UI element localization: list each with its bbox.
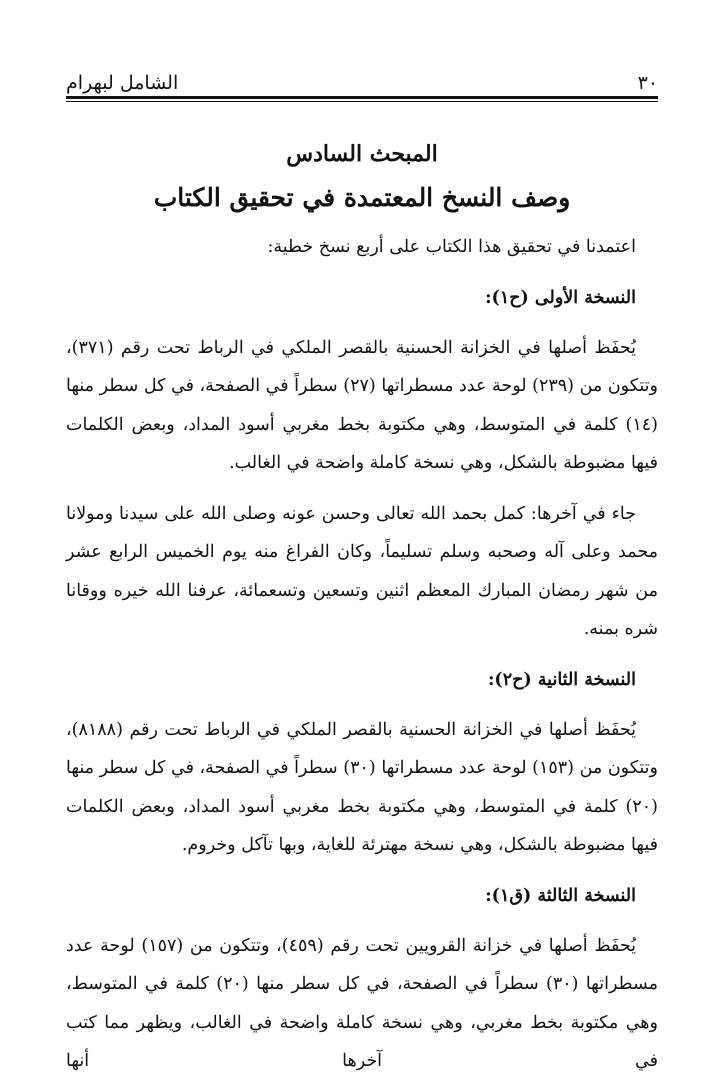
chapter-heading <box>66 132 658 220</box>
manuscript-heading: النسخة الثانية (ح٢): <box>487 669 636 690</box>
intro-paragraph: اعتمدنا في تحقيق هذا الكتاب على أربع نسخ خطية: <box>267 237 636 257</box>
manuscript-paragraph: يُحفَظ أصلها في الخزانة الحسنية بالقصر الملكي في الرباط تحت رقم (٣٧١)، وتتكون من (٢٣٩) لوحة عدد مسطراتها (٢٧) سطراً في الصفحة، في كل سطر منها (١٤) كلمة في المتوسط، وهي مكتوبة بخط مغربي أسود المداد، وبعض الكلمات فيها مضبوطة بالشكل، وهي نسخة كاملة واضحة في الغالب. <box>66 337 658 473</box>
manuscript-paragraph: يُحفَظ أصلها في خزانة القرويين تحت رقم (٤٥٩)، وتتكون من (١٥٧) لوحة عدد مسطراتها (٣٠) سطراً في الصفحة، في كل سطر منها (٢٠) كلمة في المتوسط، وهي مكتوبة بخط مغربي، وهي نسخة كاملة واضحة في الغالب، ويظهر مما كتب في آخرها أنها <box>66 935 658 1071</box>
running-header <box>66 58 658 94</box>
manuscript-heading: النسخة الثالثة (ق١): <box>485 885 636 906</box>
manuscript-paragraph: يُحفَظ أصلها في الخزانة الحسنية بالقصر الملكي في الرباط تحت رقم (٨١٨٨)، وتتكون من (١٥٣) لوحة عدد مسطراتها (٣٠) سطراً في الصفحة، في كل سطر منها (٢٠) كلمة في المتوسط، وهي مكتوبة بخط مغربي أسود المداد، وبعض الكلمات فيها مضبوطة بالشكل، وهي نسخة مهترئة للغاية، وبها تآكل وخروم. <box>66 719 658 855</box>
chapter-title: المبحث السادس <box>286 141 438 167</box>
header-rule <box>66 96 658 102</box>
chapter-subtitle: وصف النسخ المعتمدة في تحقيق الكتاب <box>153 183 571 212</box>
body-text <box>66 228 658 1081</box>
manuscript-heading: النسخة الأولى (ح١): <box>485 287 636 308</box>
running-title: الشامل لبهرام <box>66 72 179 94</box>
manuscript-paragraph: جاء في آخرها: كمل بحمد الله تعالى وحسن عونه وصلى الله على سيدنا ومولانا محمد وعلى آله وصحبه وسلم تسليماً، وكان الفراغ منه يوم الخميس الرابع عشر من شهر رمضان المبارك المعظم اثنين وتسعين وتسعمائة، عرفنا الله خيره ووقانا شره بمنه. <box>66 503 658 639</box>
page-number: ٣٠ <box>637 72 658 94</box>
